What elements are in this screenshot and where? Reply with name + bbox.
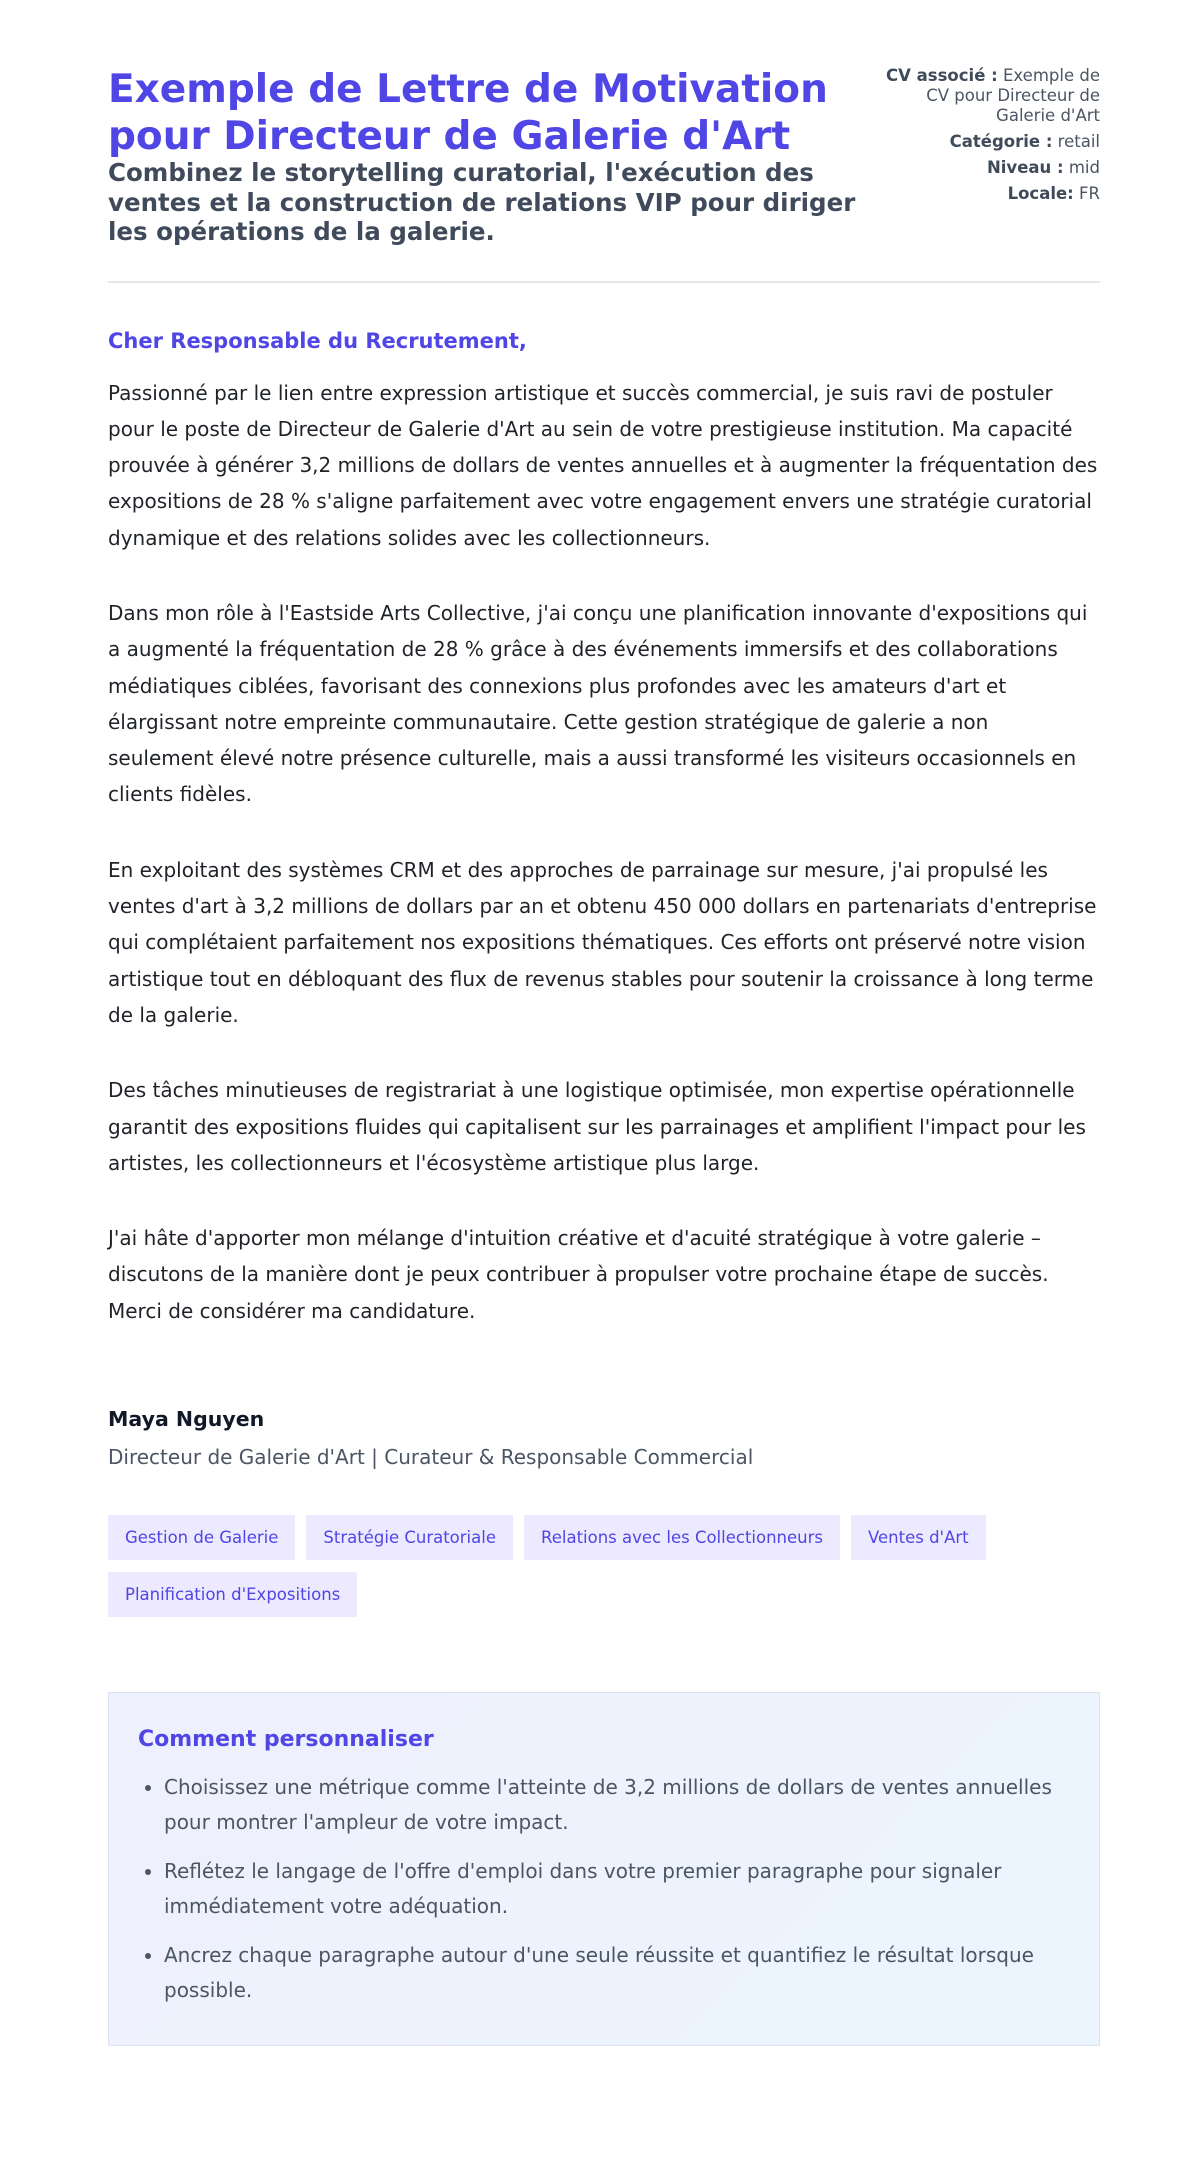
meta-panel: [880, 66, 1100, 247]
paragraph: Des tâches minutieuses de registrariat à une logistique optimisée, mon expertise opérationnelle garantit des expositions fluides qui capitalisent sur les parrainages et amplifient l'impact pour les artistes, les collectionneurs et l'écosystème artistique plus large.: [108, 1078, 1086, 1175]
signature-name: Maya Nguyen: [108, 1407, 265, 1432]
page-title: Exemple de Lettre de Motivation pour Directeur de Galerie d'Art: [108, 67, 828, 159]
cover-letter-page: [108, 66, 1100, 2046]
tag: Stratégie Curatoriale: [306, 1515, 513, 1560]
page-subtitle: Combinez le storytelling curatorial, l'exécution des ventes et la construction de relations VIP pour diriger les opérations de la galerie.: [108, 158, 856, 246]
paragraph: Passionné par le lien entre expression artistique et succès commercial, je suis ravi de postuler pour le poste de Directeur de Galerie d'Art au sein de votre prestigieuse institution. Ma capacité prouvée à générer 3,2 millions de dollars de ventes annuelles et à augmenter la fréquentation des expositions de 28 % s'aligne parfaitement avec votre engagement envers une stratégie curatorial dynamique et des relations solides avec les collectionneurs.: [108, 380, 1098, 550]
tips-title: Comment personnaliser: [138, 1727, 434, 1753]
tag: Planification d'Expositions: [108, 1572, 357, 1617]
tips-list: [138, 1770, 1070, 2008]
tag: Gestion de Galerie: [108, 1515, 295, 1560]
tip-item: • Choisissez une métrique comme l'atteinte de 3,2 millions de dollars de ventes annuelles pour montrer l'ampleur de votre impact.: [164, 1770, 1070, 1840]
meta-category: Catégorie : retail: [949, 132, 1100, 151]
divider: [108, 281, 1100, 283]
meta-level: Niveau : mid: [986, 158, 1100, 177]
tag: Relations avec les Collectionneurs: [524, 1515, 840, 1560]
paragraph: J'ai hâte d'apporter mon mélange d'intuition créative et d'acuité stratégique à votre galerie – discutons de la manière dont je peux contribuer à propulser votre prochaine étape de succès. Merci de considérer ma candidature.: [108, 1226, 1049, 1323]
header: [108, 66, 1100, 247]
signature: [108, 1407, 1100, 1469]
signature-title: Directeur de Galerie d'Art | Curateur & Responsable Commercial: [108, 1445, 754, 1470]
meta-cv: CV associé : Exemple de CV pour Directeur de Galerie d'Art: [886, 66, 1100, 125]
customization-tips: [108, 1692, 1100, 2046]
tag-list: [108, 1515, 1100, 1617]
meta-locale: Locale: FR: [1007, 184, 1100, 203]
paragraph: Dans mon rôle à l'Eastside Arts Collective, j'ai conçu une planification innovante d'expositions qui a augmenté la fréquentation de 28 % grâce à des événements immersifs et des collaborations médiatiques ciblées, favorisant des connexions plus profondes avec les amateurs d'art et élargissant notre empreinte communautaire. Cette gestion stratégique de galerie a non seulement élevé notre présence culturelle, mais a aussi transformé les visiteurs occasionnels en clients fidèles.: [108, 600, 1088, 807]
greeting: Cher Responsable du Recrutement,: [108, 328, 527, 353]
tip-item: • Ancrez chaque paragraphe autour d'une seule réussite et quantifiez le résultat lorsque possible.: [164, 1938, 1070, 2008]
tip-item: • Reflétez le langage de l'offre d'emploi dans votre premier paragraphe pour signaler immédiatement votre adéquation.: [164, 1854, 1070, 1924]
tag: Ventes d'Art: [851, 1515, 986, 1560]
paragraph: En exploitant des systèmes CRM et des approches de parrainage sur mesure, j'ai propulsé les ventes d'art à 3,2 millions de dollars par an et obtenu 450 000 dollars en partenariats d'entreprise qui complétaient parfaitement nos expositions thématiques. Ces efforts ont préservé notre vision artistique tout en débloquant des flux de revenus stables pour soutenir la croissance à long terme de la galerie.: [108, 857, 1097, 1027]
letter-body: [108, 375, 1100, 1330]
